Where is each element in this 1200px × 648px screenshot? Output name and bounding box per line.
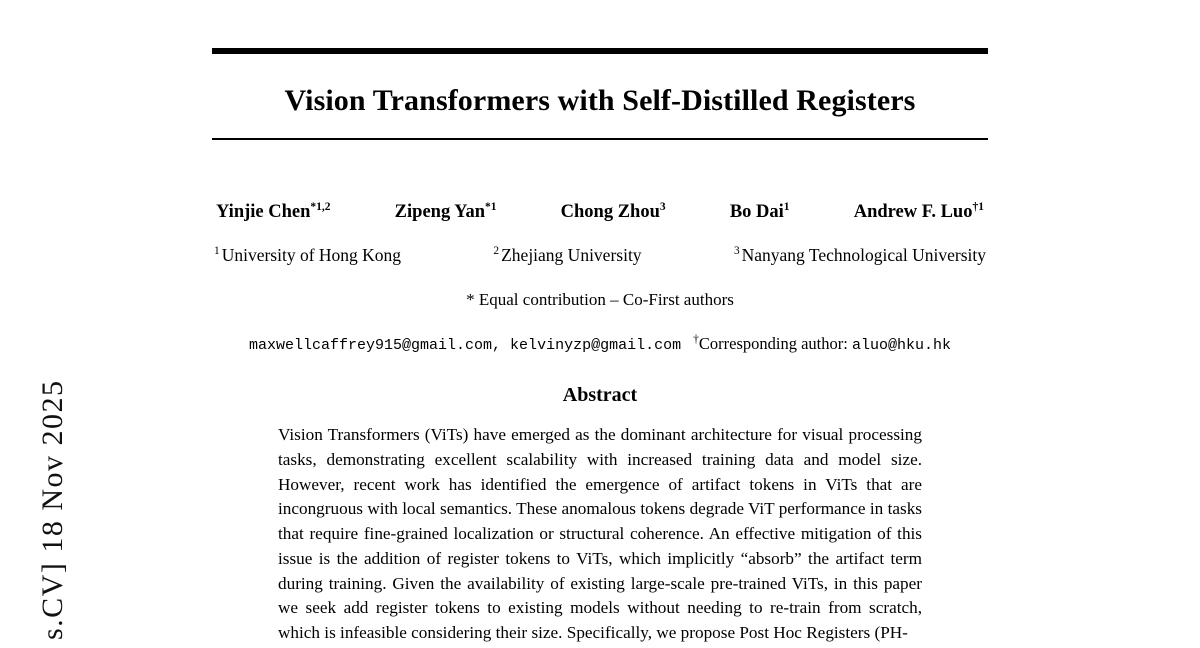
affiliation-list — [212, 245, 988, 266]
arxiv-vertical-stamp — [0, 0, 80, 648]
arxiv-stamp-text: s.CV] 18 Nov 2025 — [36, 379, 69, 640]
author-entry — [854, 202, 984, 223]
affiliation-name: University of Hong Kong — [221, 245, 402, 265]
author-name: Andrew F. Luo — [853, 202, 973, 222]
page-title: Vision Transformers with Self-Distilled Registers — [284, 84, 916, 117]
affiliation-entry — [493, 245, 641, 266]
author-marks: 3 — [659, 200, 666, 213]
corresponding-mark: † — [693, 333, 699, 346]
author-entry — [395, 202, 497, 223]
title-rule-bottom — [212, 138, 988, 140]
abstract-paragraph: Vision Transformers (ViTs) have emerged as the dominant architecture for visual processing tasks, demonstrating excellent scalability with increased training data and model size. However, recent work has identified the emergence of artifact tokens in ViTs that are incongruous with local semantics. These anomalous tokens degrade ViT performance in tasks that require fine-grained localization or structural coherence. An effective mitigation of this issue is the addition of register tokens to ViTs, which implicitly “absorb” the artifact term during training. Given the availability of existing large-scale pre-trained ViTs, in this paper we seek add register tokens to existing models without needing to re-train from scratch, which is infeasible considering their size. Specifically, we propose Post Hoc Registers (PH- — [278, 425, 922, 643]
equal-contribution-note: * Equal contribution – Co-First authors — [466, 290, 734, 309]
affiliation-name: Zhejiang University — [501, 245, 642, 265]
abstract-body — [278, 423, 922, 646]
author-name: Chong Zhou — [560, 202, 660, 222]
author-entry — [730, 202, 790, 223]
corresponding-author-note — [693, 334, 951, 354]
title-rule-top — [212, 48, 988, 54]
author-entry — [216, 202, 330, 223]
author-marks: 1 — [783, 200, 790, 213]
affiliation-entry — [214, 245, 401, 266]
affiliation-index: 3 — [733, 245, 740, 258]
author-list — [212, 202, 988, 223]
affiliation-entry — [734, 245, 986, 266]
abstract-heading: Abstract — [562, 384, 638, 406]
corresponding-label: Corresponding author: — [698, 334, 852, 353]
author-entry — [561, 202, 666, 223]
paper-page — [212, 0, 988, 648]
author-emails: maxwellcaffrey915@gmail.com, kelvinyzp@gmail.com — [249, 337, 682, 354]
corresponding-email: aluo@hku.hk — [851, 337, 951, 354]
affiliation-index: 2 — [493, 245, 500, 258]
affiliation-index: 1 — [214, 245, 220, 258]
author-marks: *1,2 — [310, 200, 331, 213]
author-name: Yinjie Chen — [216, 202, 311, 222]
author-marks: *1 — [484, 200, 497, 213]
author-name: Zipeng Yan — [394, 202, 485, 222]
affiliation-name: Nanyang Technological University — [741, 245, 986, 265]
author-marks: †1 — [972, 200, 984, 213]
contact-line — [212, 334, 988, 354]
author-name: Bo Dai — [729, 202, 784, 222]
